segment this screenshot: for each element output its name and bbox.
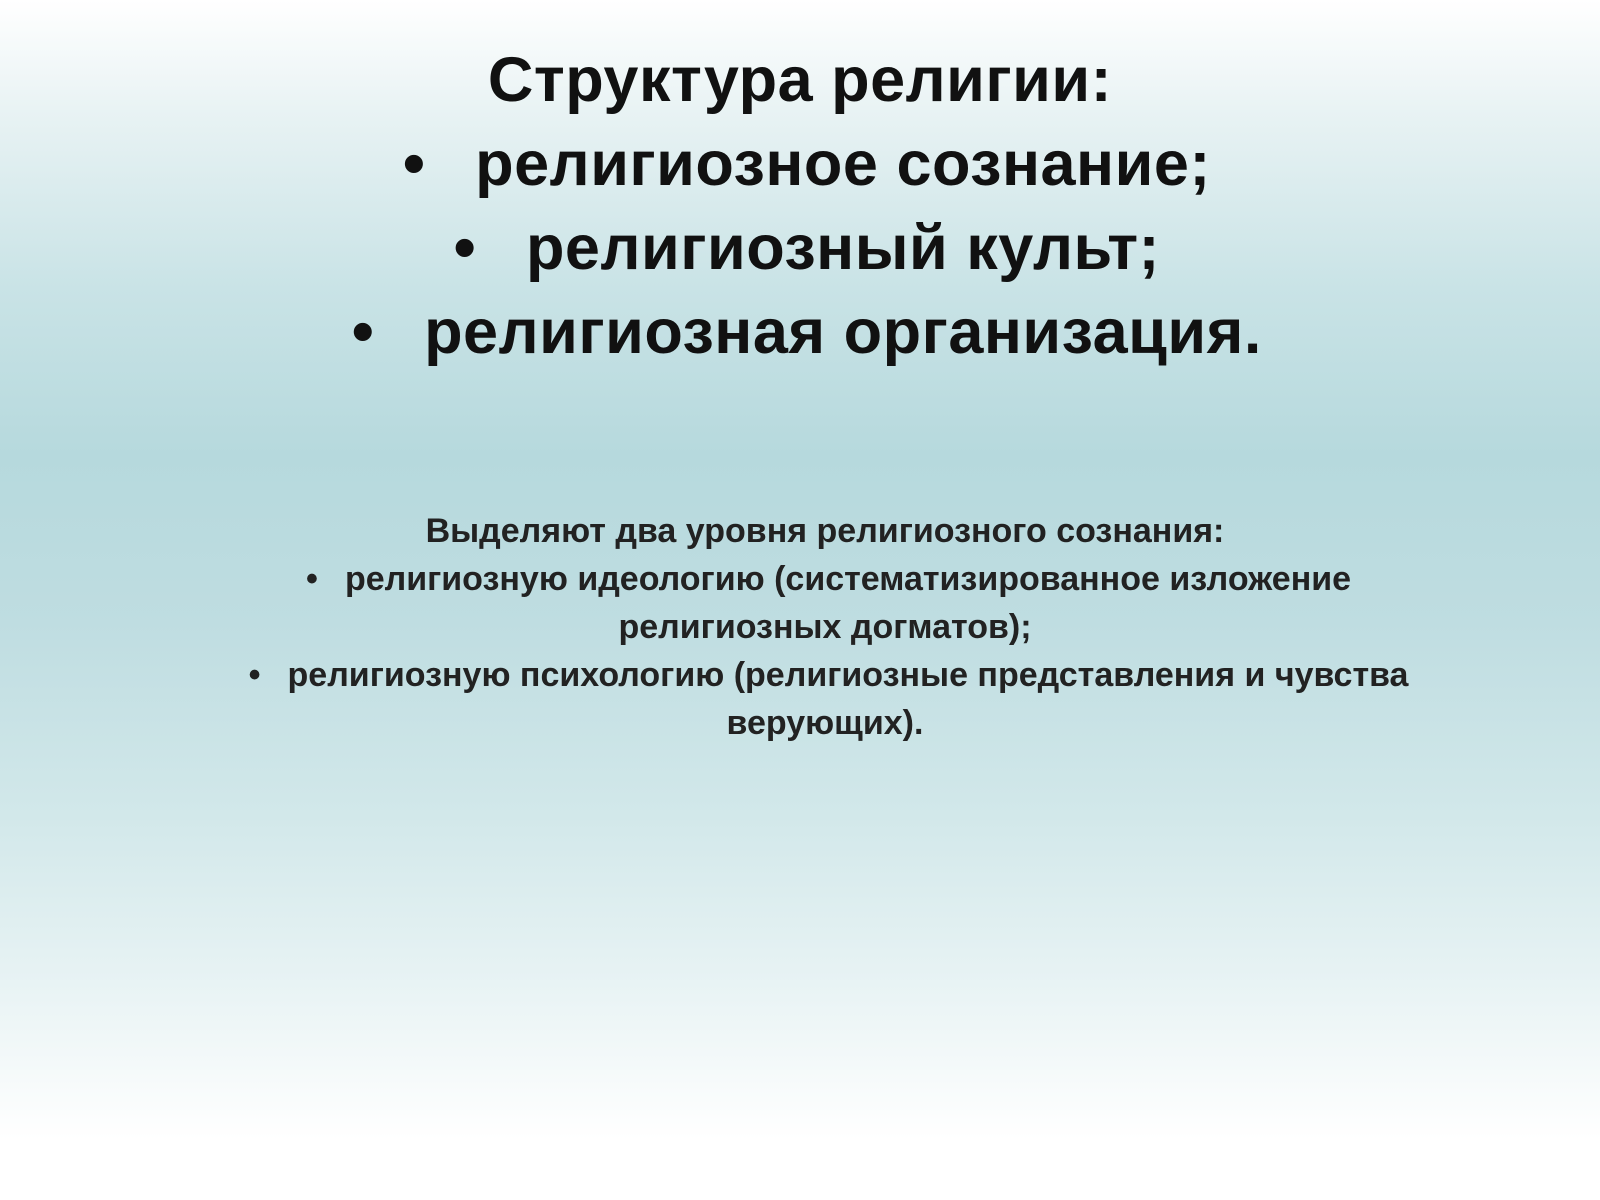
structure-item-text: религиозная организация. [424,297,1262,367]
structure-item [0,122,1600,206]
structure-list [0,122,1600,374]
slide-title: Структура религии: [487,45,1113,115]
structure-item-text: религиозный культ; [525,213,1161,283]
levels-heading: Выделяют два уровня религиозного сознания: [425,512,1225,550]
structure-item [0,206,1600,290]
bullet-icon: • [351,297,375,367]
levels-block [200,507,1450,747]
structure-item-text: религиозное сознание; [475,129,1211,199]
bullet-icon: • [305,560,318,598]
levels-item [200,651,1450,747]
title-block [0,38,1600,374]
bullet-icon: • [402,129,426,199]
bullet-icon: • [453,213,477,283]
levels-item [200,555,1450,651]
levels-item-text: религиозную психологию (религиозные представления и чувства верующих). [287,656,1409,742]
structure-item [0,290,1600,374]
bullet-icon: • [248,656,261,694]
levels-list [200,555,1450,747]
levels-item-text: религиозную идеологию (систематизированное изложение религиозных догматов); [344,560,1352,646]
